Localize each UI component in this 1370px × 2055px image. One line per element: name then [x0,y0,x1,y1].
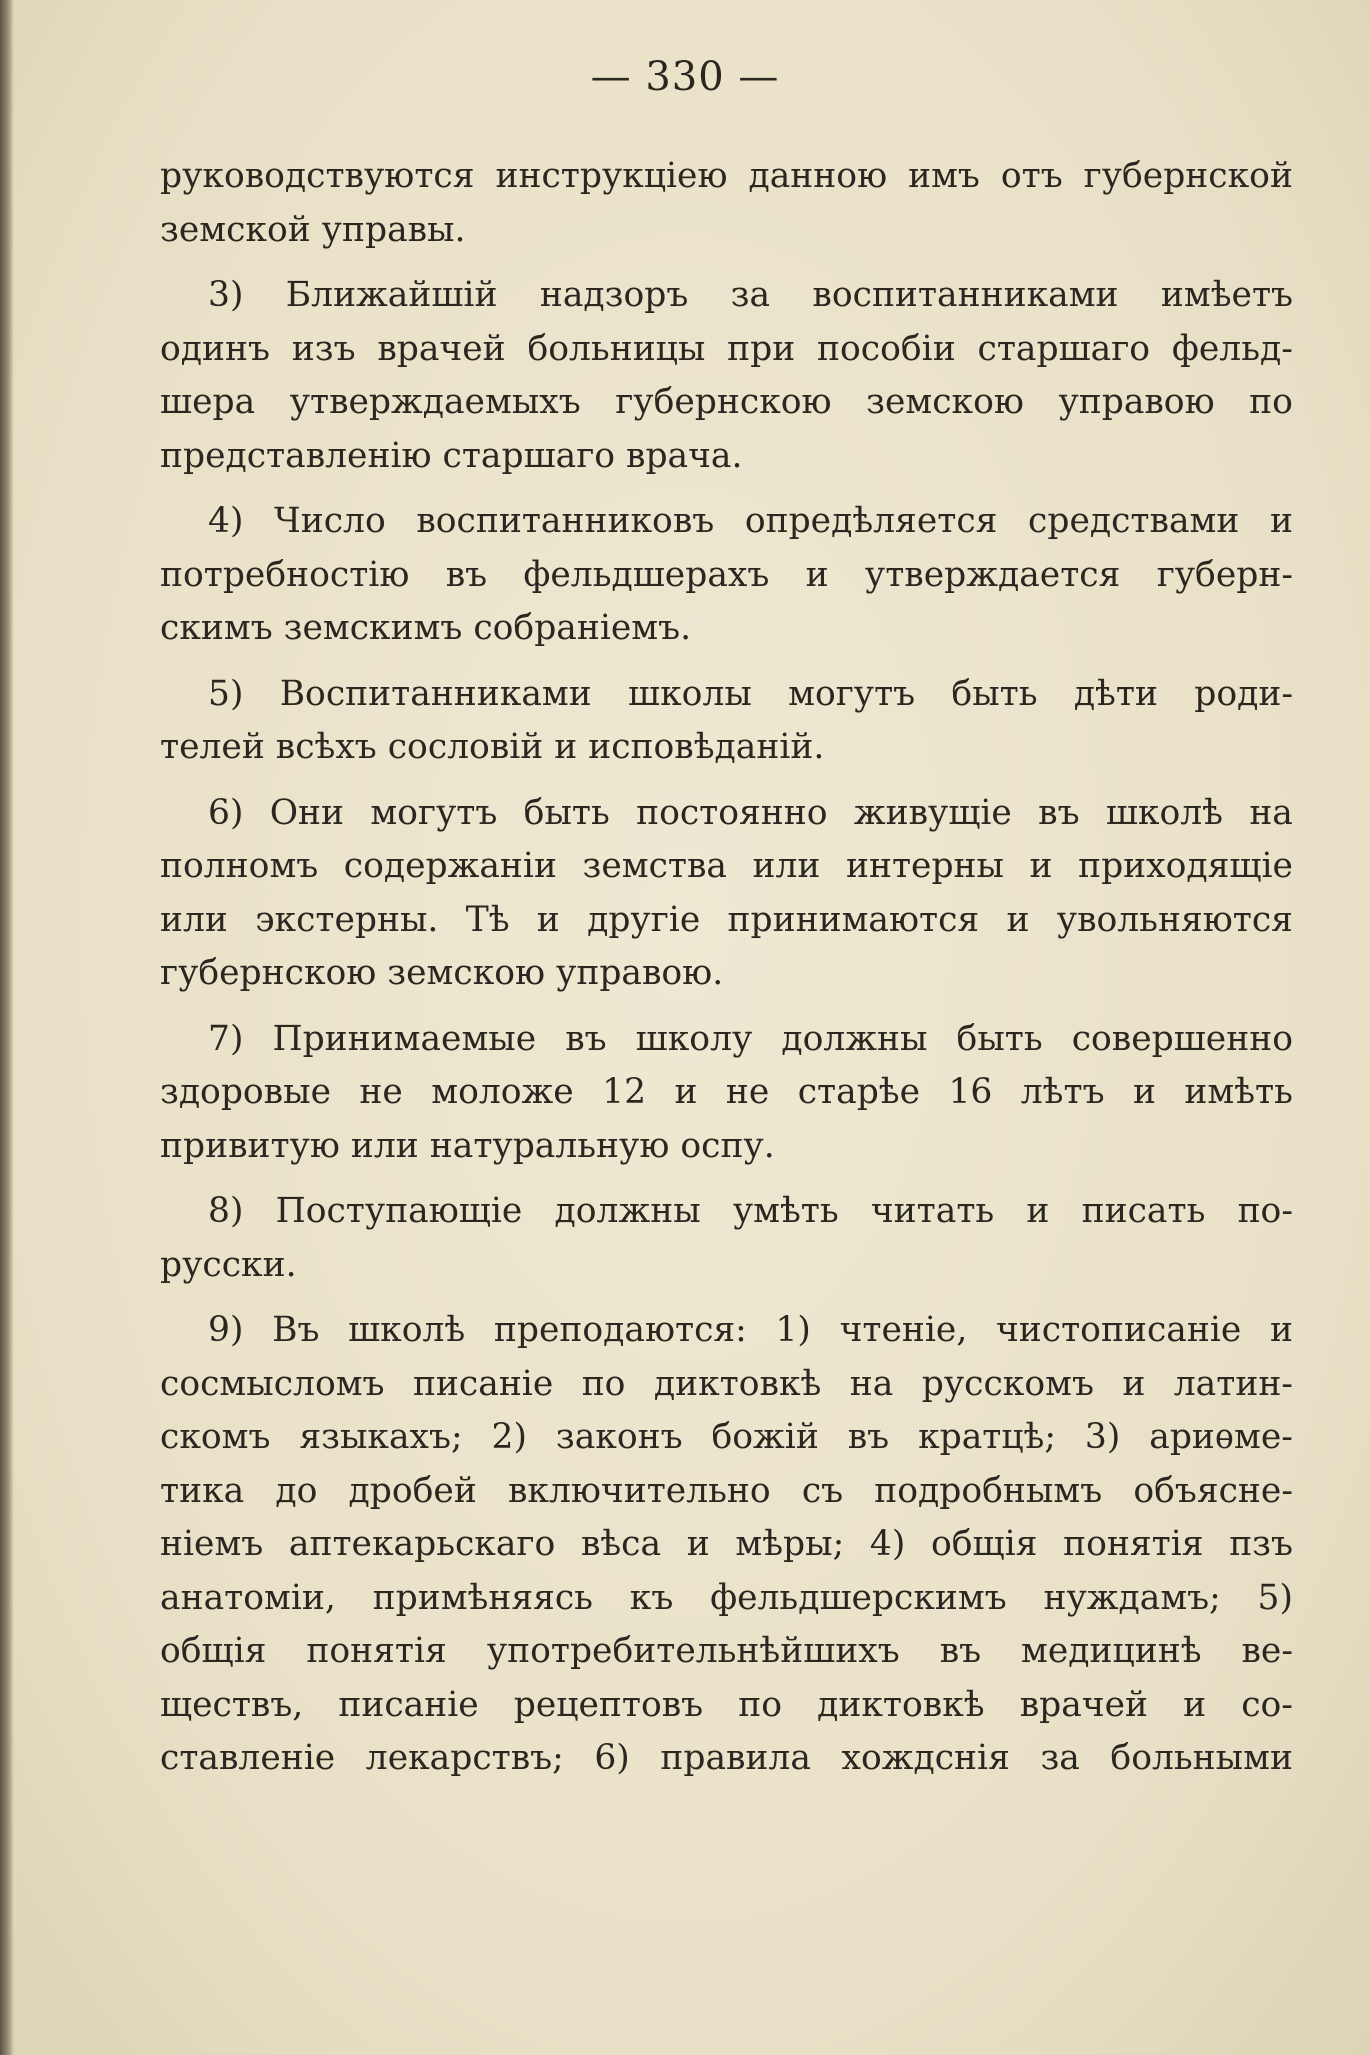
text-line: скомъ языкахъ; 2) законъ божій въ кратцѣ; 3) ариѳме- [160,1417,1293,1457]
text-line: тика до дробей включительно съ подробнымъ объясне- [160,1470,1293,1511]
paragraph-7 [160,1013,1293,1174]
paragraph-5 [160,668,1293,775]
paragraph-1 [160,150,1293,257]
text-line: потребностію въ фельдшерахъ и утверждается губерн- [160,554,1293,595]
text-line: 3) Ближайшій надзоръ за воспитанниками имѣетъ [208,275,1293,315]
text-line: анатоміи, примѣняясь къ фельдшерскимъ нуждамъ; 5) [160,1577,1293,1618]
text-line: одинъ изъ врачей больницы при пособіи старшаго фельд- [160,328,1293,369]
text-line: сосмысломъ писаніе по диктовкѣ на русскомъ и латин- [160,1363,1293,1404]
text-line: общія понятія употребительнѣйшихъ въ медицинѣ ве- [160,1631,1293,1671]
body-text [160,150,1293,1798]
text-line: телей всѣхъ сословій и исповѣданій. [160,727,825,767]
text-line: 7) Принимаемые въ школу должны быть совершенно [208,1018,1293,1059]
text-line: здоровые не моложе 12 и не старѣе 16 лѣтъ и имѣть [160,1072,1293,1112]
text-line: руководствуются инструкціею данною имъ отъ губернской [160,156,1293,196]
text-line: ставленіе лекарствъ; 6) правила хождснія за больными [160,1738,1293,1778]
text-line: губернскою земскою управою. [160,953,724,993]
text-line: скимъ земскимъ собраніемъ. [160,608,692,648]
text-line: русски. [160,1244,297,1285]
text-line: или экстерны. Тѣ и другіе принимаются и увольняются [160,899,1293,940]
text-line: 6) Они могутъ быть постоянно живущіе въ школѣ на [208,792,1293,833]
paragraph-3 [160,269,1293,483]
text-line: полномъ содержаніи земства или интерны и приходящіе [160,846,1293,886]
text-line: 9) Въ школѣ преподаются: 1) чтеніе, чистописаніе и [208,1310,1293,1350]
text-line: земской управы. [160,209,466,250]
page-number: — 330 — [590,54,780,100]
text-line: 8) Поступающіе должны умѣть читать и писать по- [208,1191,1293,1231]
text-line: ніемъ аптекарьскаго вѣса и мѣры; 4) общія понятія пзъ [160,1524,1293,1564]
paragraph-9 [160,1304,1293,1786]
text-line: привитую или натуральную оспу. [160,1125,775,1166]
text-line: представленію старшаго врача. [160,435,743,476]
text-line: 4) Число воспитанниковъ опредѣляется средствами и [208,501,1293,541]
text-line: ществъ, писаніе рецептовъ по диктовкѣ врачей и со- [160,1684,1293,1725]
paragraph-6 [160,787,1293,1001]
paragraph-8 [160,1185,1293,1292]
paragraph-4 [160,495,1293,656]
text-line: шера утверждаемыхъ губернскою земскою управою по [160,382,1293,422]
page-gutter-shadow [0,0,14,2055]
text-line: 5) Воспитанниками школы могутъ быть дѣти роди- [208,673,1293,714]
